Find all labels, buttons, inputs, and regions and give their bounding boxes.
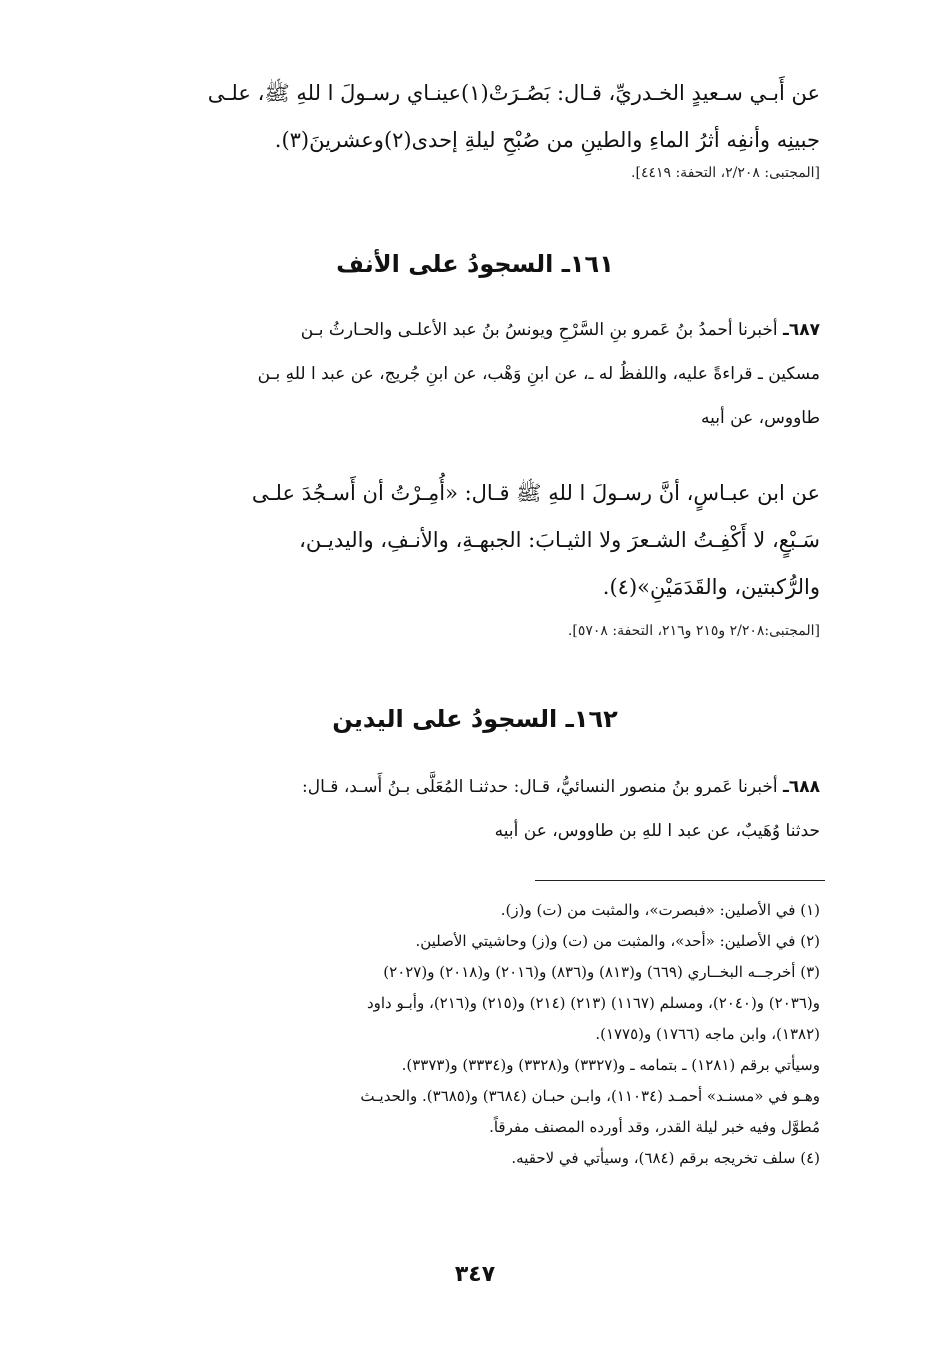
- footnote-3-line-1: (٣) أخرجــه البخــاري (٦٦٩) و(٨١٣) و(٨٣٦) و(٢٠١٦) و(٢٠١٨) و(٢٠٢٧): [383, 963, 820, 981]
- intro-line-1: عن أَبـي سـعيدٍ الخـدريِّ، قـال: بَصُـرَتْ(١)عينـاي رسـولَ ا للهِ ﷺ، علـى: [207, 81, 820, 105]
- footnote-4: (٤) سلف تخريجه برقم (٦٨٤)، وسيأتي في لاحقيه.: [511, 1149, 820, 1167]
- footnote-3-line-6: مُطوَّل وفيه خبر ليلة القدر، وقد أورده المصنف مفرقاً.: [489, 1118, 820, 1136]
- isnad-687-text-1: أخبرنا أحمدُ بنُ عَمرو بنِ السَّرْحِ ويونسُ بنُ عبد الأعلـى والحـارثُ بـن: [300, 320, 778, 340]
- isnad-687-line-3: طاووس، عن أبيه: [701, 408, 820, 428]
- footnotes: [130, 895, 820, 1174]
- isnad-688-line-1: [130, 765, 820, 809]
- isnad-687-line-1: [130, 308, 820, 352]
- footnote-3-line-3: (١٣٨٢)، وابن ماجه (١٧٦٦) و(١٧٧٥).: [595, 1025, 820, 1043]
- footnote-2: (٢) في الأصلين: «أحد»، والمثبت من (ت) و(ز) وحاشيتي الأصلين.: [415, 932, 820, 950]
- hadith-687-reference: [المجتبى:٢/٢٠٨ و٢١٥ و٢١٦، التحفة: ٥٧٠٨].: [567, 623, 820, 639]
- isnad-688-text-1: أخبرنا عَمرو بنُ منصور النسائيُّ، قـال: حدثنـا المُعَلَّى بـنُ أَسـد، قـال:: [302, 777, 778, 797]
- intro-reference: [المجتبى: ٢/٢٠٨، التحفة: ٤٤١٩].: [631, 165, 820, 181]
- footnote-3-line-5: وهـو في «مسنـد» أحمـد (١١٠٣٤)، وابـن حبـان (٣٦٨٤) و(٣٦٨٥). والحديـث: [360, 1087, 820, 1105]
- matn-687-line-1: عن ابن عبـاسٍ، أنَّ رسـولَ ا للهِ ﷺ قـال: «أُمِـرْتُ أن أَسـجُدَ علـى: [251, 481, 820, 505]
- intro-hadith: [130, 70, 820, 164]
- matn-687-line-3: والرُّكبتين، والقَدَمَيْنِ»(٤).: [602, 575, 820, 599]
- isnad-687-line-2: مسكين ـ قراءةً عليه، واللفظُ له ـ، عن ابنِ وَهْب، عن ابنِ جُريج، عن عبد ا للهِ بـن: [257, 364, 820, 384]
- page-number: ٣٤٧: [454, 1262, 496, 1287]
- hadith-687-matn: [130, 470, 820, 611]
- footnote-3-line-2: و(٢٠٣٦) و(٢٠٤٠)، ومسلم (١١٦٧) (٢١٣) (٢١٤) و(٢١٥) و(٢١٦)، وأبـو داود: [366, 994, 820, 1012]
- footnote-3-line-4: وسيأتي برقم (١٢٨١) ـ بتمامه ـ و(٣٣٢٧) و(٣٣٢٨) و(٣٣٣٤) و(٣٣٧٣).: [401, 1056, 820, 1074]
- isnad-688-line-2: حدثنا وُهَيبٌ، عن عبد ا للهِ بن طاووس، عن أبيه: [494, 821, 820, 841]
- footnote-1: (١) في الأصلين: «فبصرت»، والمثبت من (ت) و(ز).: [500, 901, 820, 919]
- hadith-687-isnad: [130, 308, 820, 440]
- section-161-heading: ١٦١ـ السجودُ على الأنف: [336, 250, 614, 278]
- intro-line-2: جبينِه وأنفِه أثرُ الماءِ والطينِ من صُبْحِ ليلةِ إحدى(٢)وعشرينَ(٣).: [274, 128, 820, 152]
- hadith-number-688: ٦٨٨ـ: [783, 777, 820, 797]
- section-162-heading: ١٦٢ـ السجودُ على اليدين: [332, 705, 618, 733]
- hadith-number-687: ٦٨٧ـ: [783, 320, 820, 340]
- hadith-688-isnad: [130, 765, 820, 853]
- footnote-separator: [535, 880, 825, 881]
- matn-687-line-2: سَـبْعٍ، لا أَكْفِـتُ الشـعرَ ولا الثيـابَ: الجبهـةِ، والأنـفِ، واليديـن،: [299, 528, 820, 552]
